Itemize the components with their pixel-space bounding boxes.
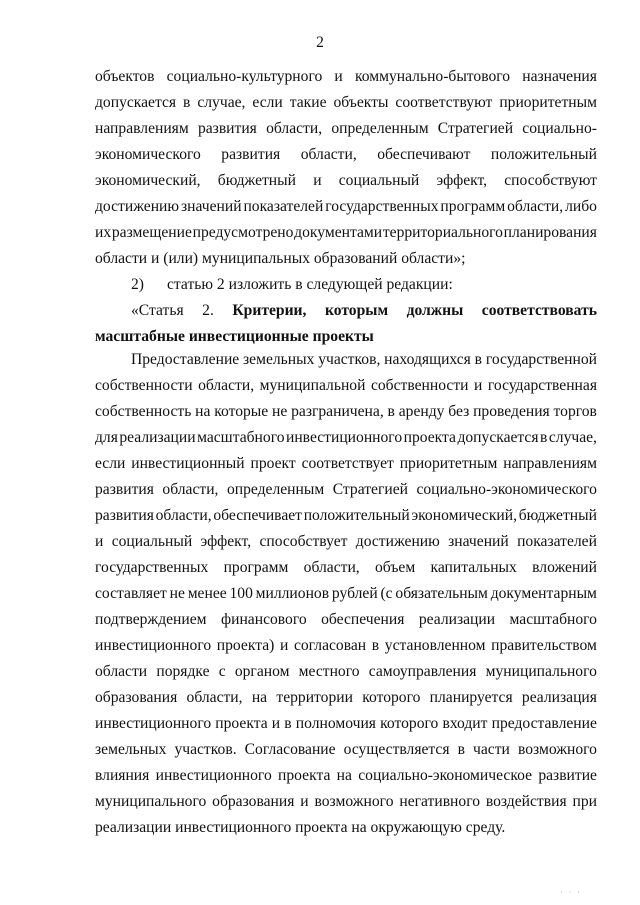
text-line: допускается в случае, если такие объекты соответствуют приоритетным (95, 94, 597, 111)
text-line: муниципального образования и возможного негативного воздействия при (95, 793, 597, 810)
article-heading (95, 298, 597, 350)
text-line: влияния инвестиционного проекта на социально-экономическое развитие (95, 767, 597, 784)
text-line: составляет не менее 100 миллионов рублей (с обязательным документарным (95, 585, 597, 602)
text-line: собственность на которые не разграничена, в аренду без проведения торгов (95, 403, 597, 420)
text-line: если инвестиционный проект соответствует приоритетным направлениям (95, 455, 597, 472)
text-line: достижению значений показателей государственных программ области, либо (95, 198, 597, 215)
list-item-text: статью 2 изложить в следующей редакции: (167, 276, 453, 293)
text-line-last: реализации инвестиционного проекта на окружающую среду. (95, 819, 506, 836)
page-number: 2 (316, 34, 324, 51)
text-line: направлениям развития области, определенным Стратегией социально- (95, 120, 597, 137)
text-line: и социальный эффект, способствует достижению значений показателей (95, 533, 597, 550)
paragraph-main (95, 347, 597, 841)
text-line: государственных программ области, объем капитальных вложений (95, 559, 597, 576)
text-line: развития области, определенным Стратегией социально-экономического (95, 481, 597, 498)
list-item-number: 2) (131, 276, 144, 293)
text-line: для реализации масштабного инвестиционного проекта допускается в случае, (95, 429, 597, 446)
text-line: объектов социально-культурного и коммунально-бытового назначения (95, 68, 597, 85)
text-line: земельных участков. Согласование осуществляется в части возможного (95, 741, 597, 758)
list-item-2 (95, 272, 597, 298)
text-line-last: области и (или) муниципальных образований области»; (95, 250, 466, 267)
text-line: экономический, бюджетный и социальный эффект, способствуют (95, 172, 597, 189)
text-line: инвестиционного проекта) и согласован в установленном правительством (95, 637, 597, 654)
text-line: развития области, обеспечивает положительный экономический, бюджетный (95, 507, 597, 524)
text-line: собственности области, муниципальной собственности и государственная (95, 377, 597, 394)
text-line: экономического развития области, обеспечивают положительный (95, 146, 597, 163)
text-line-first: Предоставление земельных участков, находящихся в государственной (131, 351, 597, 368)
text-line: их размещение предусмотрено документами территориального планирования (95, 224, 597, 241)
text-line: инвестиционного проекта и в полномочия которого входит предоставление (95, 715, 597, 732)
article-title-continuation: масштабные инвестиционные проекты (95, 328, 374, 345)
article-heading-line: «Статья 2. Критерии, которым должны соответствовать (131, 302, 597, 319)
paragraph-continuation (95, 64, 597, 272)
text-line: области порядке с органом местного самоуправления муниципального (95, 663, 597, 680)
text-line: подтверждением финансового обеспечения реализации масштабного (95, 611, 597, 628)
text-line: образования области, на территории которого планируется реализация (95, 689, 597, 706)
scan-artifact: · · · (560, 888, 582, 897)
